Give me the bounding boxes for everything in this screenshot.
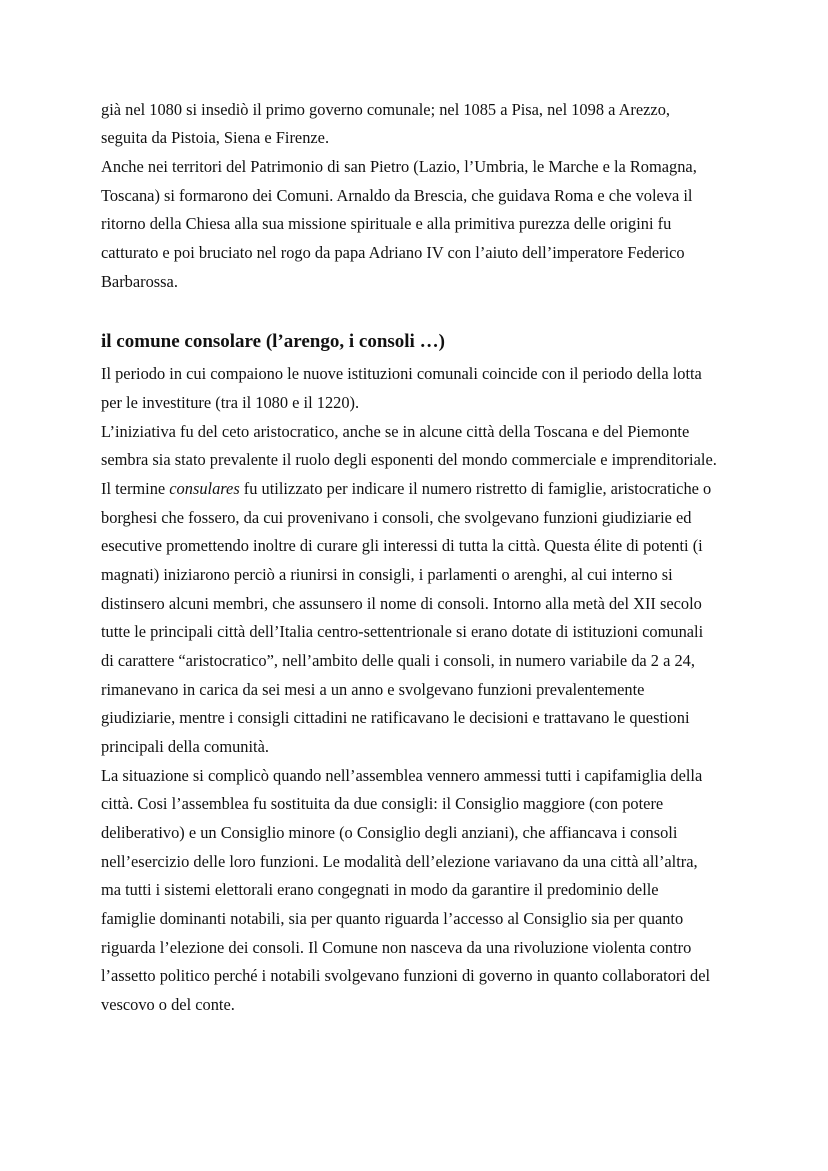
consulares-before: Il termine — [101, 479, 170, 498]
section-line-16: città. Cosi l’assemblea fu sostituita da due consigli: il Consiglio maggiore (con potere — [101, 794, 664, 813]
intro-line-4: Toscana) si formarono dei Comuni. Arnaldo da Brescia, che guidava Roma e che voleva il — [101, 186, 693, 205]
consulares-after: fu utilizzato per indicare il numero ristretto di famiglie, aristocratiche o — [239, 479, 712, 498]
section-line-7: esecutive promettendo inoltre di curare gli interessi di tutta la città. Questa élite di potenti (i — [101, 536, 703, 555]
section-line-9: distinsero alcuni membri, che assunsero il nome di consoli. Intorno alla metà del XII secolo — [101, 594, 702, 613]
section-line-2: per le investiture (tra il 1080 e il 1220). — [101, 393, 360, 412]
section-line-21: riguarda l’elezione dei consoli. Il Comune non nasceva da una rivoluzione violenta contro — [101, 938, 692, 957]
section-line-6: borghesi che fossero, da cui provenivano i consoli, che svolgevano funzioni giudiziarie ed — [101, 508, 692, 527]
section-line-1: Il periodo in cui compaiono le nuove istituzioni comunali coincide con il periodo della lotta — [101, 364, 702, 383]
section-line-23: vescovo o del conte. — [101, 995, 235, 1014]
section-line-20: famiglie dominanti notabili, sia per quanto riguarda l’accesso al Consiglio sia per quanto — [101, 909, 684, 928]
section-line-14: principali della comunità. — [101, 737, 269, 756]
intro-line-2: seguita da Pistoia, Siena e Firenze. — [101, 128, 330, 147]
consulares-line — [101, 478, 711, 500]
intro-line-5: ritorno della Chiesa alla sua missione spirituale e alla primitiva purezza delle origini fu — [101, 214, 672, 233]
section-line-13: giudiziarie, mentre i consigli cittadini ne ratificavano le decisioni e trattavano le questioni — [101, 708, 690, 727]
section-line-22: l’assetto politico perché i notabili svolgevano funzioni di governo in quanto collaboratori del — [101, 966, 711, 985]
section-line-8: magnati) iniziarono perciò a riunirsi in consigli, i parlamenti o arenghi, al cui interno si — [101, 565, 673, 584]
intro-line-7: Barbarossa. — [101, 272, 178, 291]
section-line-10: tutte le principali città dell’Italia centro-settentrionale si erano dotate di istituzioni comunali — [101, 622, 704, 641]
section-line-18: nell’esercizio delle loro funzioni. Le modalità dell’elezione variavano da una città all’altra, — [101, 852, 698, 871]
section-line-11: di carattere “aristocratico”, nell’ambito delle quali i consoli, in numero variabile da 2 a 24, — [101, 651, 695, 670]
section-line-4: sembra sia stato prevalente il ruolo degli esponenti del mondo commerciale e imprenditoriale. — [101, 450, 717, 469]
section-heading: il comune consolare (l’arengo, i consoli …) — [101, 331, 445, 352]
section-line-12: rimanevano in carica da sei mesi a un anno e svolgevano funzioni prevalentemente — [101, 680, 645, 699]
intro-line-1: già nel 1080 si insediò il primo governo comunale; nel 1085 a Pisa, nel 1098 a Arezzo, — [101, 100, 670, 119]
section-line-17: deliberativo) e un Consiglio minore (o Consiglio degli anziani), che affiancava i consoli — [101, 823, 678, 842]
consulares-term: consulares — [169, 479, 240, 498]
section-line-19: ma tutti i sistemi elettorali erano congegnati in modo da garantire il predominio delle — [101, 880, 659, 899]
intro-line-3: Anche nei territori del Patrimonio di san Pietro (Lazio, l’Umbria, le Marche e la Romagna, — [101, 157, 697, 176]
intro-line-6: catturato e poi bruciato nel rogo da papa Adriano IV con l’aiuto dell’imperatore Federico — [101, 243, 685, 262]
section-line-3: L’iniziativa fu del ceto aristocratico, anche se in alcune città della Toscana e del Piemonte — [101, 422, 690, 441]
section-line-15: La situazione si complicò quando nell’assemblea vennero ammessi tutti i capifamiglia della — [101, 766, 703, 785]
